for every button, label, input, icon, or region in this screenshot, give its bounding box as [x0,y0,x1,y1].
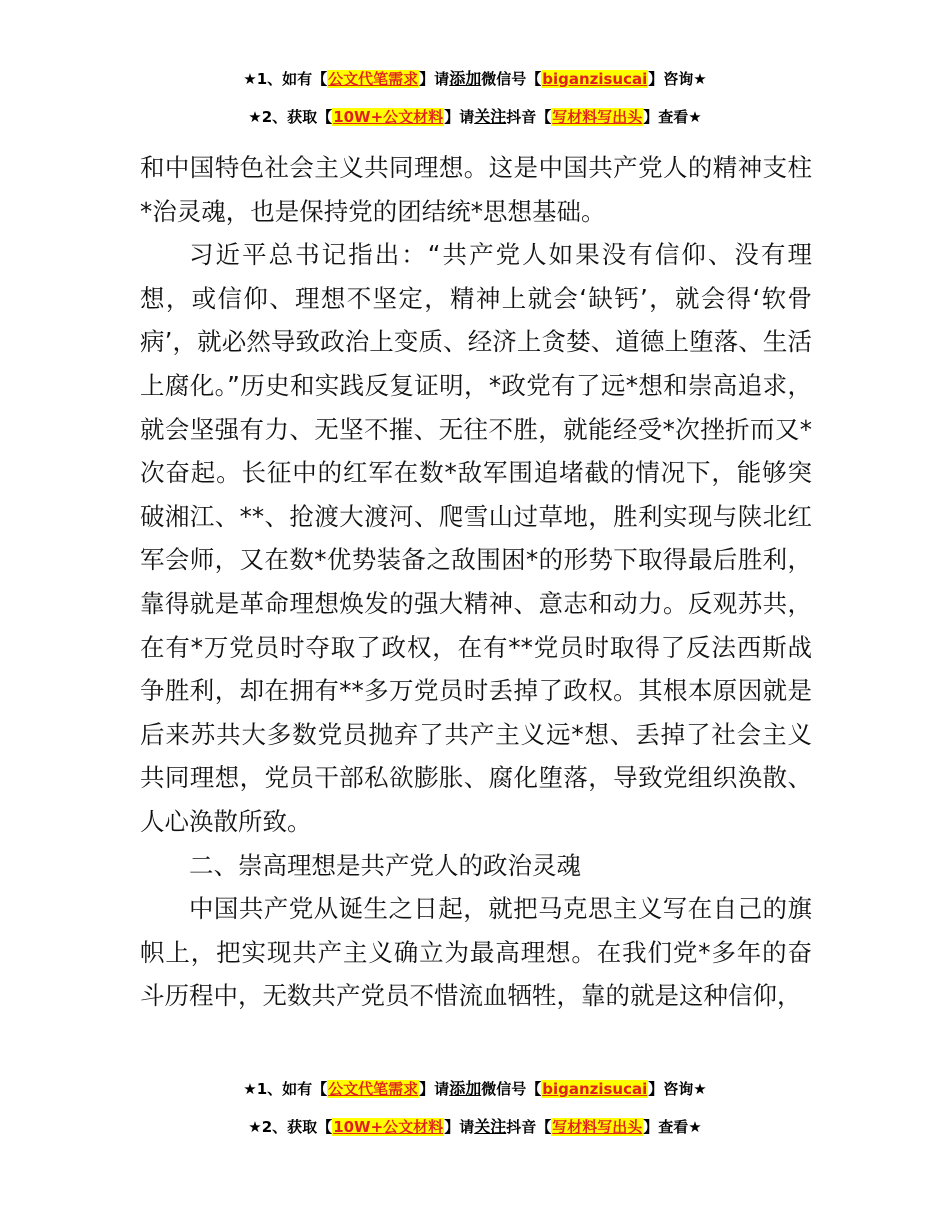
footer-banner-line-2 [0,1114,950,1137]
highlight-materials: 10W+公文材料 [333,108,444,126]
underlined-word: 关注 [474,1117,507,1136]
highlight-douyin-id: 写材料写出头 [552,108,643,126]
banner-text: ★1、如有【 [243,1080,328,1098]
header-banner-line-2 [0,104,950,127]
underlined-word: 添加 [449,69,482,88]
banner-text: 】请 [444,1118,475,1136]
banner-text: 】请 [419,1080,450,1098]
banner-text: 】咨询★ [648,70,707,88]
underlined-word: 添加 [449,1079,482,1098]
banner-text: ★2、获取【 [248,108,333,126]
header-banner-line-1 [0,66,950,89]
banner-text: ★2、获取【 [248,1118,333,1136]
highlight-wechat-id: biganzisucai [542,1080,648,1098]
paragraph: 习近平总书记指出：“共产党人如果没有信仰、没有理想，或信仰、理想不坚定，精神上就会‘缺钙’，就会得‘软骨病’，就必然导致政治上变质、经济上贪婪、道德上堕落、生活上腐化。”历史和实践反复证明，*政党有了远*想和崇高追求，就会坚强有力、无坚不摧、无往不胜，就能经受*次挫折而又*次奋起。长征中的红军在数*敌军围追堵截的情况下，能够突破湘江、**、抢渡大渡河、爬雪山过草地，胜利实现与陕北红军会师，又在数*优势装备之敌围困*的形势下取得最后胜利，靠得就是革命理想焕发的强大精神、意志和动力。反观苏共，在有*万党员时夺取了政权，在有**党员时取得了反法西斯战争胜利，却在拥有**多万党员时丢掉了政权。其根本原因就是后来苏共大多数党员抛弃了共产主义远*想、丢掉了社会主义共同理想，党员干部私欲膨胀、腐化堕落，导致党组织涣散、人心涣散所致。 [140,240,812,836]
section-heading: 二、崇高理想是共产党人的政治灵魂 [189,850,581,880]
banner-text: 】咨询★ [648,1080,707,1098]
paragraph: 和中国特色社会主义共同理想。这是中国共产党人的精神支柱*治灵魂，也是保持党的团结统*思想基础。 [140,153,812,226]
highlight-service: 公文代笔需求 [328,1080,419,1098]
banner-text: 微信号【 [481,70,542,88]
highlight-service: 公文代笔需求 [328,70,419,88]
document-body [140,146,812,1018]
banner-text: 微信号【 [481,1080,542,1098]
highlight-douyin-id: 写材料写出头 [552,1118,643,1136]
paragraph: 中国共产党从诞生之日起，就把马克思主义写在自己的旗帜上，把实现共产主义确立为最高理想。在我们党*多年的奋斗历程中，无数共产党员不惜流血牺牲，靠的就是这种信仰， [140,894,812,1011]
highlight-wechat-id: biganzisucai [542,70,648,88]
banner-text: 抖音【 [506,108,552,126]
underlined-word: 关注 [474,107,507,126]
banner-text: 】查看★ [643,108,702,126]
banner-text: 】请 [419,70,450,88]
footer-banner-line-1 [0,1076,950,1099]
banner-text: 】请 [444,108,475,126]
highlight-materials: 10W+公文材料 [333,1118,444,1136]
banner-text: ★1、如有【 [243,70,328,88]
banner-text: 抖音【 [506,1118,552,1136]
banner-text: 】查看★ [643,1118,702,1136]
